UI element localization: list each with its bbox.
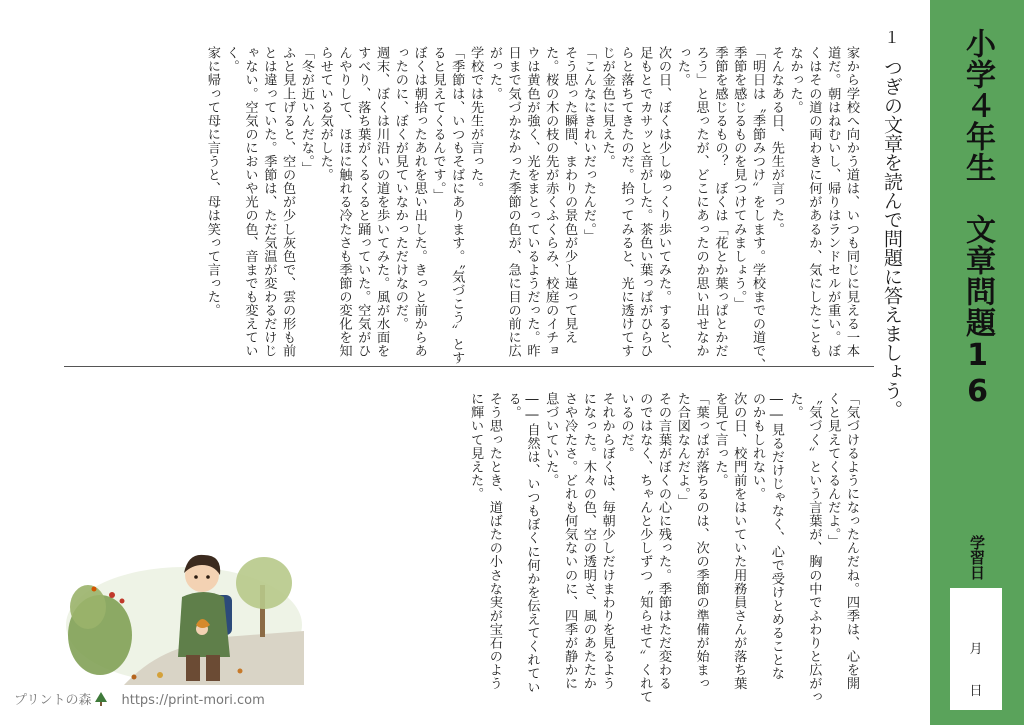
story-line: じが金色に見えた。	[599, 46, 615, 168]
story-line: 「気づけるようになったんだね。四季は、心を開	[844, 392, 859, 691]
story-line: た合図なんだよ。」	[674, 392, 690, 508]
question-instruction: つぎの文章を読んで問題に答えましょう。	[881, 58, 903, 419]
footer-brand: プリントの森	[14, 693, 92, 708]
story-line: ――自然は、いつもぼくに何かを伝えてくれてい	[524, 392, 540, 694]
story-line: 季節を感じるものを見つけてみましょう。」	[731, 46, 747, 311]
story-text-bottom	[370, 392, 860, 704]
story-line: 「冬が近いんだな。」	[298, 46, 314, 175]
story-line: その言葉がぼくの心に残った。季節はただ変わる	[656, 392, 672, 691]
story-line: く。	[223, 46, 239, 74]
story-line: ゃない。空気のにおいや光の色、音までも変えてい	[242, 46, 258, 358]
story-line: とは違っていた。季節は、ただ気温が変わるだけじ	[261, 46, 277, 358]
story-line: さや冷たさ。どれも何気ないのに、四季が静かに	[562, 392, 578, 691]
story-line: らせている気がした。	[317, 46, 333, 182]
story-line: 次の日、校門前をはいていた用務員さんが落ち葉	[731, 392, 747, 691]
story-line: 道だ。朝はねむいし、帰りはランドセルが重い。ぼ	[825, 46, 841, 358]
story-line: 家から学校へ向かう道は、いつも同じに見える一本	[844, 46, 859, 358]
story-line: ――見るだけじゃなく、心で受けとめることな	[768, 392, 784, 681]
story-line: 週末、ぼくは川沿いの道を歩いてみた。風が水面を	[374, 46, 390, 358]
story-line: 日まで気づかなかった季節の色が、急に目の前に広	[505, 46, 521, 358]
story-line: ウは黄色が強く、光をまとっているようだった。昨	[524, 46, 540, 358]
story-line: 季節を感じるもの？ ぼくは「花とか葉っぱとかだ	[712, 46, 728, 358]
story-line: それからぼくは、毎朝少しだけまわりを見るよう	[599, 392, 615, 691]
story-line: のかもしれない。	[750, 392, 766, 501]
story-line: になった。木々の色、空の透明さ、風のあたたか	[580, 392, 596, 691]
story-line: くはその道の両わきに何があるか、気にしたことも	[806, 46, 822, 358]
story-line: 「季節は、いつもそばにあります。〝気づこう〟とす	[449, 46, 465, 365]
story-line: なかった。	[787, 46, 803, 114]
story-line: た。桜の木の枝の先が赤くふくらみ、校庭のイチョ	[543, 46, 559, 358]
story-line: がった。	[486, 46, 502, 101]
story-line: すべり、落ち葉がくるくると踊っていた。空気がひ	[355, 46, 371, 358]
story-line: いるのだ。	[618, 392, 634, 460]
story-line: ぼくは朝拾ったあれを思い出した。きっと前からあ	[411, 46, 427, 358]
question-number: １	[883, 28, 900, 47]
story-text-top	[70, 46, 860, 372]
study-date-label: 学習日	[968, 535, 986, 580]
story-line: んやりして、ほほに触れる冷たさも季節の変化を知	[336, 46, 352, 358]
boy-autumn-illustration	[64, 525, 304, 685]
story-line: 「明日は〝季節みつけ〟をします。学校までの道で、	[750, 46, 766, 372]
story-line: 足もとでカサッと音がした。茶色い葉っぱがひらひ	[637, 46, 653, 358]
story-line: そう思った瞬間、まわりの景色が少し違って見え	[562, 46, 578, 345]
story-line: 息づいていた。	[543, 392, 559, 487]
date-box	[950, 588, 1002, 710]
tree-icon	[95, 692, 107, 706]
story-line: 家に帰って母に言うと、母は笑って言った。	[204, 46, 220, 317]
footer-url[interactable]: https://print-mori.com	[121, 693, 265, 708]
section-divider	[64, 366, 874, 367]
page-title: 小学４年生 文章問題16	[960, 28, 995, 410]
month-label: 月	[969, 642, 983, 657]
story-line: 〝気づく〟という言葉が、胸の中でふわりと広がっ	[806, 392, 822, 704]
story-line: のではなく、ちゃんと少しずつ〝知らせて〟くれて	[637, 392, 653, 704]
story-line: 「こんなにきれいだったんだ。」	[580, 46, 596, 243]
story-line: くと見えてくるんだよ。」	[825, 392, 841, 548]
story-line: ると見えてくるんです。」	[430, 46, 446, 202]
story-line: らと落ちてきたのだ。拾ってみると、光に透けてす	[618, 46, 634, 358]
story-line: そう思ったとき、道ばたの小さな実が宝石のよう	[486, 392, 502, 691]
story-line: ふと見上げると、空の色が少し灰色で、雲の形も前	[280, 46, 296, 358]
story-line: た。	[787, 392, 803, 420]
story-line: った。	[674, 46, 690, 87]
story-line: 学校では先生が言った。	[468, 46, 484, 196]
story-line: ったのに、ぼくが見ていなかっただけなのだ。	[392, 46, 408, 331]
footer	[14, 690, 344, 712]
story-line: る。	[505, 392, 521, 420]
story-line: ろう」と思ったが、どこにあったのか思い出せなか	[693, 46, 709, 358]
story-line: 「葉っぱが落ちるのは、次の季節の準備が始まっ	[693, 392, 709, 691]
story-line: 次の日、ぼくは少しゆっくり歩いてみた。すると、	[656, 46, 672, 358]
day-label: 日	[969, 684, 983, 699]
story-line: を見て言った。	[712, 392, 728, 487]
story-line: そんなある日、先生が言った。	[768, 46, 784, 236]
story-line: に輝いて見えた。	[468, 392, 484, 501]
